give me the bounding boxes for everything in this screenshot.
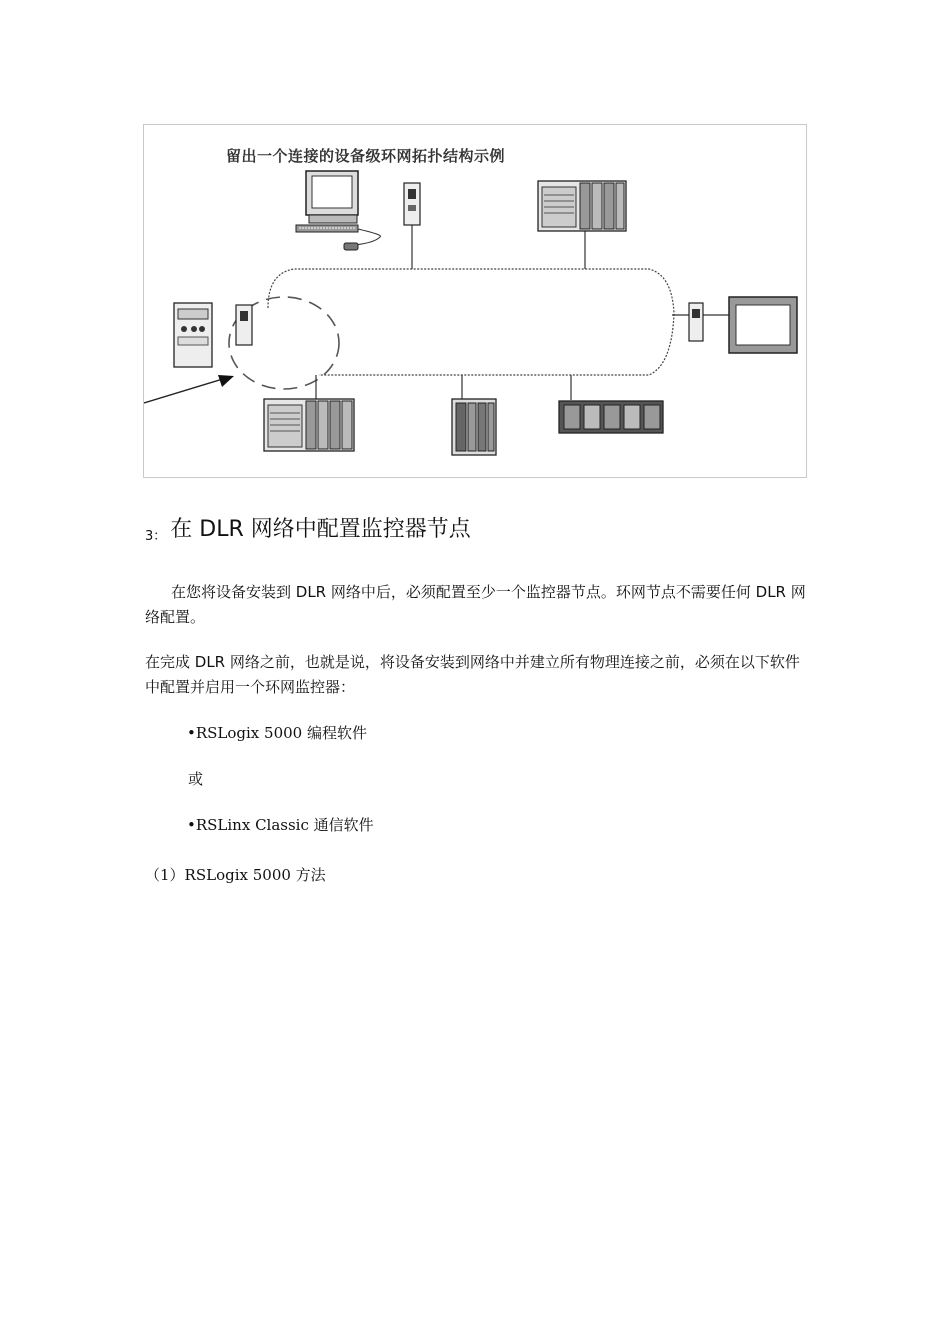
io-module-icon: [452, 399, 496, 455]
ethernet-tap-icon: [236, 305, 252, 345]
section-heading: [145, 512, 471, 544]
arrow-head-icon: [218, 375, 234, 387]
ethernet-tap-icon: [404, 183, 420, 225]
plc-chassis-icon: [264, 399, 354, 451]
arrow-line: [144, 378, 226, 403]
subsection-heading: （1）RSLogix 5000 方法: [145, 866, 326, 884]
ring-line: [268, 269, 674, 375]
dlr-topology-figure: [143, 124, 807, 478]
list-conjunction: 或: [188, 770, 204, 788]
section-number: 3：: [145, 529, 167, 544]
computer-icon: [296, 171, 381, 250]
drive-icon: [174, 303, 212, 367]
ring-topology-diagram: [144, 125, 808, 479]
io-rack-icon: [559, 401, 663, 433]
hmi-panel-icon: [729, 297, 797, 353]
paragraph: 在您将设备安装到 DLR 网络中后，必须配置至少一个监控器节点。环网节点不需要任何 DLR 网络配置。: [145, 583, 806, 626]
plc-chassis-icon: [538, 181, 626, 231]
figure-title: 留出一个连接的设备级环网拓扑结构示例: [226, 147, 506, 165]
ethernet-tap-icon: [689, 303, 703, 341]
list-item: •RSLinx Classic 通信软件: [187, 816, 374, 834]
paragraph: 在完成 DLR 网络之前，也就是说，将设备安装到网络中并建立所有物理连接之前，必须在以下软件中配置并启用一个环网监控器：: [145, 653, 800, 696]
list-item: •RSLogix 5000 编程软件: [187, 724, 367, 742]
section-title: 在 DLR 网络中配置监控器节点: [170, 517, 471, 542]
